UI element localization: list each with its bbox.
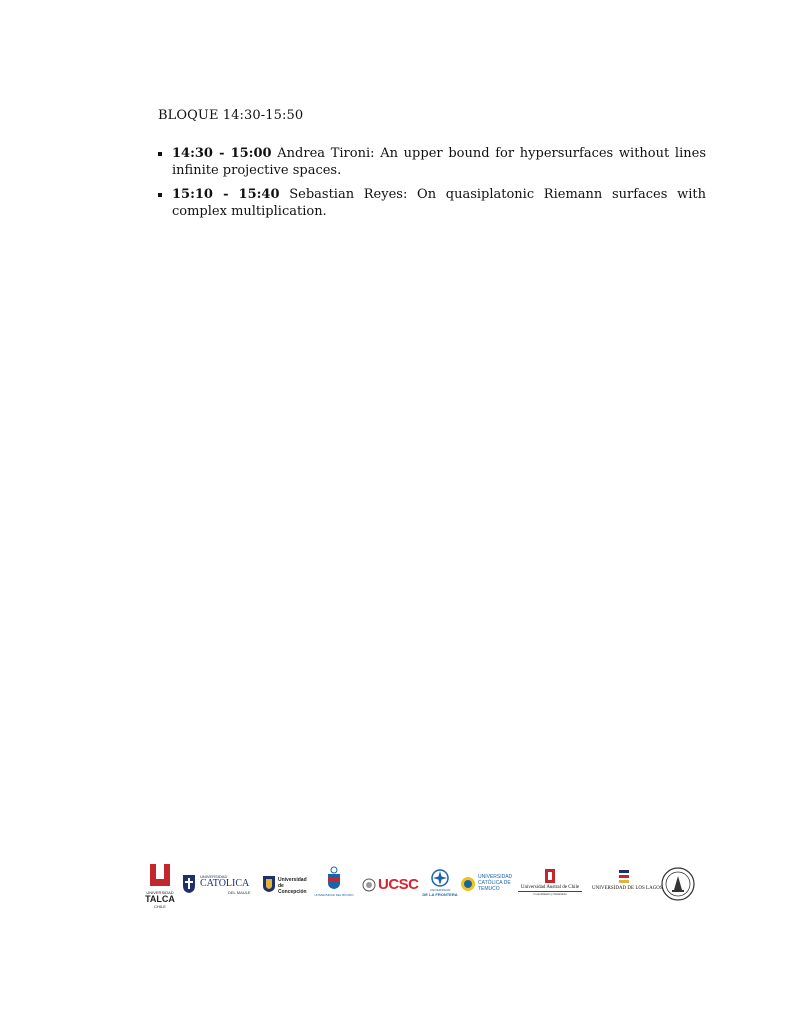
bullet-icon: [158, 193, 162, 197]
ulagos-emblem-icon: [619, 870, 629, 884]
ucm-name: CATOLICA: [200, 878, 250, 889]
ubb-name: UNIVERSIDAD DEL BÍO-BÍO: [314, 893, 354, 897]
ucsc-name: UCSC: [378, 876, 419, 893]
utalca-top: UNIVERSIDAD: [146, 890, 174, 895]
ufro-name: DE LA FRONTERA: [422, 892, 458, 897]
university-seal-icon: [660, 866, 696, 902]
uct-l1: UNIVERSIDAD: [478, 874, 513, 880]
logo-ucsc: [362, 876, 420, 894]
ucsc-seal-icon: [362, 878, 376, 892]
logo-seal: [660, 866, 696, 902]
logo-ufro: [420, 868, 460, 902]
logo-udec: [262, 875, 310, 895]
uct-l2: CATÓLICA DE: [478, 880, 511, 886]
uct-emblem-icon: [460, 876, 476, 892]
sponsor-logos: [140, 862, 700, 909]
ufro-emblem-icon: [430, 868, 450, 888]
uct-l3: TEMUCO: [478, 886, 500, 892]
logo-utalca: [143, 864, 177, 909]
utalca-name: TALCA: [145, 894, 175, 904]
logo-ubb: [310, 866, 358, 902]
logo-uct: [460, 874, 516, 896]
block-title: BLOQUE 14:30-15:50: [158, 108, 304, 123]
uach-name: Universidad Austral de Chile: [520, 885, 580, 890]
logo-ulagos: [592, 870, 663, 898]
udec-name2: de Concepción: [278, 883, 307, 895]
utalca-emblem-icon: [143, 864, 177, 886]
ucm-shield-icon: [182, 874, 196, 894]
list-item: [158, 145, 706, 179]
talk-time: 15:10 - 15:40: [172, 187, 280, 202]
ufro-top: UNIVERSIDAD: [429, 888, 451, 892]
list-item: [158, 186, 706, 220]
uach-sub: Conocimiento y Naturaleza: [533, 892, 567, 896]
udec-name1: Universidad: [278, 877, 307, 883]
talk-text: Sebastian Reyes: On quasiplatonic Riemann surfaces with complex multiplication.: [172, 187, 706, 219]
ubb-shield-icon: [326, 866, 342, 890]
utalca-sub: CHILE: [154, 904, 166, 909]
talk-text: Andrea Tironi: An upper bound for hypersurfaces without lines infinite projective spaces.: [172, 146, 706, 178]
udec-shield-icon: [262, 875, 276, 893]
ucm-top: UNIVERSIDAD: [200, 874, 228, 879]
logo-uach: [514, 868, 586, 900]
talk-time: 14:30 - 15:00: [172, 146, 272, 161]
talk-list: [158, 145, 706, 227]
ucm-sub: DEL MAULE: [228, 890, 251, 895]
bullet-icon: [158, 152, 162, 156]
ulagos-name: UNIVERSIDAD DE LOS LAGOS: [592, 886, 663, 891]
uach-emblem-icon: [544, 868, 556, 884]
logo-ucm: [182, 874, 254, 898]
